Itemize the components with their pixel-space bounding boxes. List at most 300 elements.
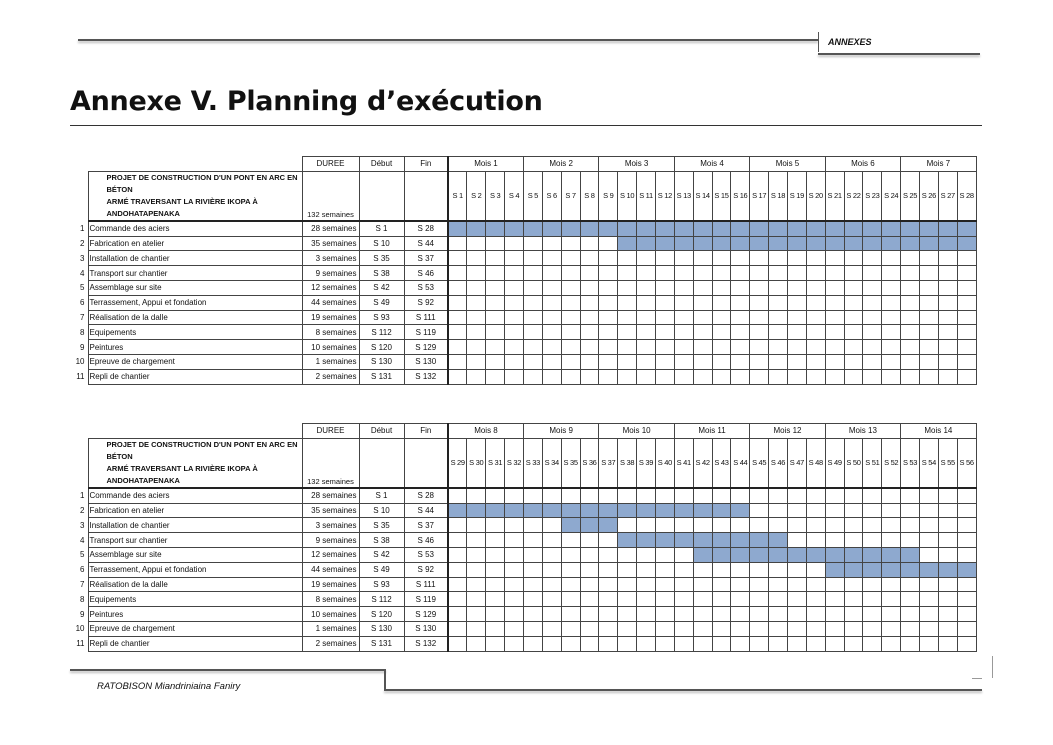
gantt-cell	[825, 340, 844, 355]
week-header: S 19	[787, 171, 806, 221]
gantt-cell	[637, 266, 656, 281]
task-name: Repli de chantier	[88, 636, 302, 651]
task-start: S 130	[359, 354, 404, 369]
gantt-cell	[693, 310, 712, 325]
task-duration: 35 semaines	[302, 503, 359, 518]
gantt-cell	[919, 340, 938, 355]
gantt-cell	[844, 295, 863, 310]
gantt-cell	[806, 636, 825, 651]
gantt-cell	[674, 340, 693, 355]
gantt-cell	[844, 369, 863, 384]
task-name: Transport sur chantier	[88, 266, 302, 281]
gantt-cell	[863, 592, 882, 607]
gantt-bar-cell	[957, 562, 976, 577]
week-header: S 14	[693, 171, 712, 221]
gantt-cell	[674, 577, 693, 592]
gantt-cell	[580, 236, 599, 251]
gantt-cell	[957, 369, 976, 384]
gantt-cell	[863, 295, 882, 310]
task-name: Assemblage sur site	[88, 280, 302, 295]
gantt-cell	[882, 369, 901, 384]
task-end: S 92	[404, 295, 448, 310]
gantt-cell	[637, 518, 656, 533]
gantt-cell	[693, 369, 712, 384]
week-header: S 20	[806, 171, 825, 221]
gantt-cell	[712, 295, 731, 310]
gantt-cell	[825, 280, 844, 295]
gantt-cell	[712, 340, 731, 355]
gantt-cell	[957, 636, 976, 651]
gantt-cell	[523, 636, 542, 651]
week-header: S 36	[580, 438, 599, 488]
gantt-cell	[919, 547, 938, 562]
gantt-bar-cell	[637, 533, 656, 548]
gantt-bar-cell	[901, 221, 920, 236]
gantt-cell	[957, 592, 976, 607]
gantt-cell	[505, 562, 524, 577]
gantt-bar-cell	[618, 503, 637, 518]
gantt-cell	[731, 621, 750, 636]
gantt-cell	[655, 266, 674, 281]
task-duration: 1 semaines	[302, 354, 359, 369]
gantt-cell	[618, 340, 637, 355]
week-header: S 52	[882, 438, 901, 488]
task-number: 3	[80, 520, 85, 530]
gantt-cell	[731, 562, 750, 577]
task-start: S 1	[359, 488, 404, 503]
gantt-cell	[693, 280, 712, 295]
gantt-cell	[957, 621, 976, 636]
gantt-cell	[580, 325, 599, 340]
gantt-bar-cell	[542, 503, 561, 518]
gantt-cell	[882, 266, 901, 281]
gantt-cell	[750, 607, 769, 622]
gantt-cell	[825, 592, 844, 607]
week-header: S 41	[674, 438, 693, 488]
gantt-cell	[618, 621, 637, 636]
gantt-cell	[505, 369, 524, 384]
gantt-cell	[844, 577, 863, 592]
gantt-cell	[957, 310, 976, 325]
gantt-cell	[448, 325, 467, 340]
gantt-cell	[467, 488, 486, 503]
task-number: 9	[80, 342, 85, 352]
week-header: S 9	[599, 171, 618, 221]
gantt-cell	[561, 562, 580, 577]
gantt-cell	[674, 488, 693, 503]
gantt-cell	[825, 621, 844, 636]
gantt-cell	[769, 562, 788, 577]
gantt-cell	[769, 354, 788, 369]
gantt-cell	[806, 325, 825, 340]
task-start: S 49	[359, 295, 404, 310]
task-start: S 112	[359, 592, 404, 607]
gantt-cell	[637, 562, 656, 577]
gantt-cell	[674, 621, 693, 636]
gantt-cell	[731, 251, 750, 266]
gantt-cell	[787, 562, 806, 577]
task-end: S 53	[404, 280, 448, 295]
gantt-bar-cell	[580, 518, 599, 533]
gantt-cell	[486, 547, 505, 562]
gantt-cell	[712, 280, 731, 295]
gantt-cell	[542, 592, 561, 607]
gantt-cell	[938, 340, 957, 355]
week-header: S 7	[561, 171, 580, 221]
gantt-cell	[599, 547, 618, 562]
gantt-cell	[580, 369, 599, 384]
gantt-cell	[787, 354, 806, 369]
gantt-cell	[806, 562, 825, 577]
task-end: S 130	[404, 354, 448, 369]
gantt-cell	[505, 354, 524, 369]
gantt-cell	[674, 562, 693, 577]
gantt-cell	[938, 621, 957, 636]
project-title-cell	[88, 438, 302, 488]
gantt-cell	[712, 369, 731, 384]
gantt-cell	[693, 562, 712, 577]
gantt-cell	[467, 280, 486, 295]
gantt-cell	[467, 354, 486, 369]
gantt-cell	[863, 607, 882, 622]
gantt-cell	[580, 354, 599, 369]
gantt-bar-cell	[674, 533, 693, 548]
week-header: S 10	[618, 171, 637, 221]
gantt-cell	[863, 621, 882, 636]
gantt-cell	[448, 295, 467, 310]
gantt-cell	[806, 518, 825, 533]
task-duration: 9 semaines	[302, 533, 359, 548]
gantt-cell	[618, 369, 637, 384]
gantt-cell	[844, 607, 863, 622]
gantt-cell	[486, 266, 505, 281]
blank-cell	[88, 424, 302, 439]
task-start: S 131	[359, 636, 404, 651]
gantt-cell	[901, 621, 920, 636]
gantt-bar-cell	[523, 221, 542, 236]
gantt-cell	[844, 354, 863, 369]
week-header: S 39	[637, 438, 656, 488]
gantt-cell	[882, 354, 901, 369]
gantt-cell	[844, 621, 863, 636]
task-number: 9	[80, 609, 85, 619]
gantt-cell	[542, 354, 561, 369]
gantt-bar-cell	[618, 221, 637, 236]
gantt-cell	[769, 592, 788, 607]
task-end: S 28	[404, 221, 448, 236]
week-header: S 12	[655, 171, 674, 221]
gantt-cell	[599, 325, 618, 340]
week-header: S 46	[769, 438, 788, 488]
gantt-cell	[712, 251, 731, 266]
gantt-cell	[448, 636, 467, 651]
gantt-cell	[938, 607, 957, 622]
task-start: S 1	[359, 221, 404, 236]
gantt-cell	[542, 236, 561, 251]
gantt-cell	[787, 533, 806, 548]
gantt-cell	[769, 369, 788, 384]
gantt-cell	[825, 488, 844, 503]
week-header: S 13	[674, 171, 693, 221]
gantt-cell	[693, 488, 712, 503]
gantt-bar-cell	[769, 533, 788, 548]
gantt-cell	[580, 577, 599, 592]
gantt-cell	[901, 503, 920, 518]
gantt-bar-cell	[731, 547, 750, 562]
gantt-cell	[882, 251, 901, 266]
gantt-cell	[467, 340, 486, 355]
week-header: S 43	[712, 438, 731, 488]
task-name: Equipements	[88, 592, 302, 607]
gantt-cell	[844, 325, 863, 340]
task-duration: 10 semaines	[302, 340, 359, 355]
gantt-cell	[523, 266, 542, 281]
gantt-cell	[731, 280, 750, 295]
gantt-cell	[825, 533, 844, 548]
week-header: S 51	[863, 438, 882, 488]
gantt-cell	[769, 621, 788, 636]
week-header: S 2	[467, 171, 486, 221]
gantt-cell	[505, 533, 524, 548]
gantt-cell	[448, 354, 467, 369]
gantt-cell	[655, 280, 674, 295]
gantt-cell	[505, 295, 524, 310]
gantt-bar-cell	[486, 503, 505, 518]
gantt-cell	[599, 621, 618, 636]
task-name: Terrassement, Appui et fondation	[88, 562, 302, 577]
gantt-cell	[561, 592, 580, 607]
gantt-cell	[769, 340, 788, 355]
gantt-cell	[919, 369, 938, 384]
gantt-cell	[580, 340, 599, 355]
gantt-cell	[938, 354, 957, 369]
gantt-cell	[523, 577, 542, 592]
week-header: S 5	[523, 171, 542, 221]
gantt-bar-cell	[919, 562, 938, 577]
gantt-cell	[523, 369, 542, 384]
gantt-cell	[486, 236, 505, 251]
task-end: S 111	[404, 310, 448, 325]
gantt-cell	[505, 621, 524, 636]
gantt-bar-cell	[561, 503, 580, 518]
gantt-cell	[938, 266, 957, 281]
week-header: S 38	[618, 438, 637, 488]
task-start: S 93	[359, 577, 404, 592]
gantt-bar-cell	[863, 562, 882, 577]
gantt-cell	[938, 592, 957, 607]
task-name: Fabrication en atelier	[88, 236, 302, 251]
gantt-cell	[787, 518, 806, 533]
gantt-cell	[637, 607, 656, 622]
gantt-cell	[580, 310, 599, 325]
blank-cell	[70, 157, 88, 172]
gantt-cell	[825, 369, 844, 384]
gantt-bar-cell	[599, 221, 618, 236]
gantt-cell	[863, 354, 882, 369]
month-header: Mois 6	[825, 157, 900, 172]
gantt-cell	[882, 577, 901, 592]
task-start: S 42	[359, 280, 404, 295]
gantt-cell	[712, 310, 731, 325]
gantt-cell	[561, 236, 580, 251]
gantt-cell	[467, 592, 486, 607]
week-header: S 17	[750, 171, 769, 221]
gantt-bar-cell	[655, 221, 674, 236]
gantt-cell	[448, 280, 467, 295]
gantt-cell	[863, 280, 882, 295]
gantt-cell	[863, 533, 882, 548]
week-header: S 34	[542, 438, 561, 488]
task-number: 11	[76, 639, 85, 649]
gantt-cell	[561, 280, 580, 295]
gantt-cell	[637, 354, 656, 369]
gantt-cell	[561, 547, 580, 562]
gantt-cell	[505, 488, 524, 503]
gantt-cell	[731, 295, 750, 310]
gantt-cell	[542, 547, 561, 562]
week-header: S 18	[769, 171, 788, 221]
gantt-cell	[825, 251, 844, 266]
gantt-cell	[750, 636, 769, 651]
week-header: S 35	[561, 438, 580, 488]
gantt-cell	[637, 280, 656, 295]
month-header: Mois 11	[674, 424, 749, 439]
gantt-cell	[919, 266, 938, 281]
col-header-debut: Début	[359, 424, 404, 439]
gantt-bar-cell	[901, 547, 920, 562]
gantt-cell	[901, 354, 920, 369]
gantt-cell	[523, 518, 542, 533]
week-header: S 27	[938, 171, 957, 221]
task-duration: 1 semaines	[302, 621, 359, 636]
gantt-cell	[957, 340, 976, 355]
gantt-cell	[750, 488, 769, 503]
gantt-cell	[882, 310, 901, 325]
gantt-cell	[523, 325, 542, 340]
task-duration: 28 semaines	[302, 221, 359, 236]
blank-cell	[88, 157, 302, 172]
gantt-cell	[693, 325, 712, 340]
task-duration: 3 semaines	[302, 251, 359, 266]
task-start: S 42	[359, 547, 404, 562]
task-duration: 3 semaines	[302, 518, 359, 533]
gantt-cell	[957, 533, 976, 548]
gantt-cell	[561, 251, 580, 266]
week-header: S 22	[844, 171, 863, 221]
task-duration: 12 semaines	[302, 547, 359, 562]
gantt-cell	[542, 251, 561, 266]
gantt-cell	[505, 577, 524, 592]
gantt-cell	[863, 577, 882, 592]
gantt-cell	[448, 488, 467, 503]
month-header: Mois 9	[523, 424, 598, 439]
gantt-cell	[542, 636, 561, 651]
month-header: Mois 14	[901, 424, 976, 439]
gantt-cell	[938, 503, 957, 518]
gantt-cell	[882, 518, 901, 533]
week-header: S 49	[825, 438, 844, 488]
gantt-cell	[637, 636, 656, 651]
gantt-cell	[486, 295, 505, 310]
gantt-cell	[693, 266, 712, 281]
gantt-cell	[787, 251, 806, 266]
task-end: S 129	[404, 607, 448, 622]
month-header: Mois 1	[448, 157, 523, 172]
gantt-cell	[542, 310, 561, 325]
gantt-cell	[599, 607, 618, 622]
gantt-cell	[938, 636, 957, 651]
gantt-cell	[750, 369, 769, 384]
task-start: S 38	[359, 533, 404, 548]
gantt-cell	[486, 607, 505, 622]
gantt-cell	[467, 562, 486, 577]
gantt-cell	[712, 577, 731, 592]
week-header: S 21	[825, 171, 844, 221]
gantt-cell	[901, 340, 920, 355]
task-duration: 9 semaines	[302, 266, 359, 281]
task-end: S 92	[404, 562, 448, 577]
gantt-cell	[674, 369, 693, 384]
gantt-cell	[618, 547, 637, 562]
gantt-cell	[769, 503, 788, 518]
task-name: Installation de chantier	[88, 518, 302, 533]
week-header: S 11	[637, 171, 656, 221]
gantt-cell	[769, 577, 788, 592]
gantt-cell	[505, 636, 524, 651]
gantt-cell	[674, 295, 693, 310]
gantt-cell	[486, 280, 505, 295]
gantt-bar-cell	[693, 503, 712, 518]
gantt-cell	[655, 607, 674, 622]
gantt-bar-cell	[618, 533, 637, 548]
gantt-cell	[561, 325, 580, 340]
task-end: S 119	[404, 592, 448, 607]
task-end: S 46	[404, 266, 448, 281]
gantt-cell	[486, 340, 505, 355]
gantt-cell	[844, 340, 863, 355]
gantt-cell	[674, 280, 693, 295]
gantt-bar-cell	[882, 221, 901, 236]
gantt-cell	[580, 251, 599, 266]
gantt-cell	[882, 325, 901, 340]
gantt-cell	[655, 325, 674, 340]
gantt-cell	[467, 251, 486, 266]
gantt-cell	[467, 577, 486, 592]
gantt-cell	[769, 310, 788, 325]
gantt-bar-cell	[844, 547, 863, 562]
gantt-cell	[919, 325, 938, 340]
gantt-cell	[882, 636, 901, 651]
gantt-bar-cell	[580, 503, 599, 518]
gantt-cell	[901, 295, 920, 310]
gantt-cell	[844, 503, 863, 518]
gantt-cell	[467, 236, 486, 251]
gantt-cell	[769, 488, 788, 503]
gantt-cell	[938, 251, 957, 266]
gantt-cell	[448, 310, 467, 325]
gantt-cell	[448, 621, 467, 636]
gantt-cell	[486, 310, 505, 325]
gantt-cell	[599, 562, 618, 577]
task-name: Assemblage sur site	[88, 547, 302, 562]
gantt-bar-cell	[637, 236, 656, 251]
task-number: 11	[76, 372, 85, 382]
gantt-bar-cell	[882, 236, 901, 251]
gantt-cell	[618, 577, 637, 592]
gantt-cell	[599, 354, 618, 369]
blank-cell	[404, 171, 448, 221]
gantt-cell	[542, 295, 561, 310]
